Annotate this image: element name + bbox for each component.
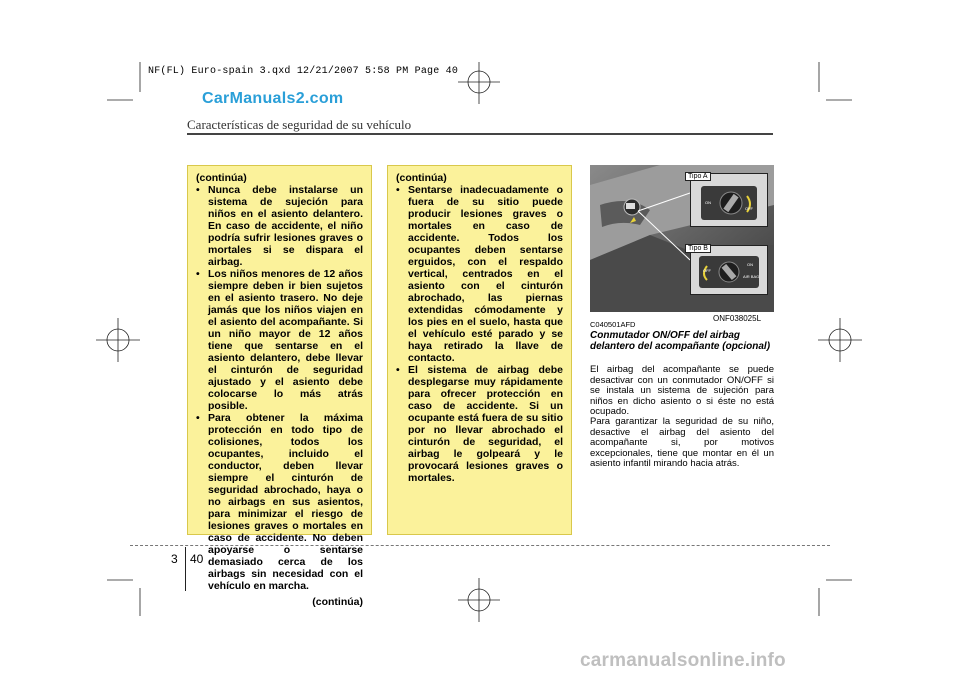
switch-a-on-label: ON — [705, 200, 711, 205]
type-a-inset — [690, 173, 768, 227]
registration-mark-right — [818, 318, 862, 362]
photo-code: ONF038025L — [713, 314, 762, 323]
watermark-logo[interactable]: CarManuals2.com — [202, 90, 344, 107]
registration-mark-left — [96, 318, 140, 362]
continued-heading: (continúa) — [396, 172, 447, 184]
switch-b-on-label: ON — [747, 262, 753, 267]
paragraph-2: Para garantizar la seguridad de su niño, desactive el airbag del asiento del acompañante si, por motivos excepcionales, tiene que montar en él un asiento infantil mirando hacia atrás. — [590, 416, 774, 469]
chapter-number: 3 — [171, 552, 178, 566]
registration-mark-top — [458, 62, 500, 104]
section-code: C040501AFD — [590, 320, 636, 329]
airbag-label: AIR BAG — [743, 274, 760, 279]
warning-list — [196, 184, 363, 592]
page-header-title: Características de seguridad de su vehículo — [187, 117, 412, 132]
warning-item: • Para obtener la máxima protección en todo tipo de colisiones, todos los ocupantes, incluido el conductor, deben llevar siempre el cinturón de seguridad abrochado, haya o no airbags en sus asientos, para minimizar el riesgo de lesiones graves o mortales en caso de accidente. No deben apoyarse o sentarse demasiado cerca de los airbags sin necesidad con el vehículo en marcha. — [196, 412, 363, 592]
continued-heading: (continúa) — [196, 172, 247, 184]
airbag-switch-photo — [590, 165, 774, 312]
print-slug: NF(FL) Euro-spain 3.qxd 12/21/2007 5:58 PM Page 40 — [148, 66, 459, 77]
type-b-label: Tipo B — [685, 244, 711, 253]
footer-dashed-line — [130, 545, 830, 546]
type-a-label: Tipo A — [685, 172, 711, 181]
warning-item: • El sistema de airbag debe desplegarse muy rápidamente para ofrecer protección en caso de accidente. Si un ocupante está fuera de su sitio por no llevar abrochado el cinturón de seguridad, el airbag le golpeará y le provocará lesiones graves o mortales. — [396, 364, 563, 484]
paragraph-1: El airbag del acompañante se puede desactivar con un conmutador ON/OFF si se instala un sistema de sujeción para niños en dicho asiento o si éste no está ocupado. — [590, 364, 774, 417]
warning-item: • Nunca debe instalarse un sistema de sujeción para niños en el asiento delantero. En caso de accidente, el niño podría sufrir lesiones graves o mortales si se dispara el airbag. — [196, 184, 363, 268]
switch-a-off-label: OFF — [745, 206, 753, 211]
warning-item: • Los niños menores de 12 años siempre deben ir bien sujetos en el asiento trasero. No deje jamás que los niños viajen en el asiento del acompañante. Si un niño mayor de 12 años tiene que sentarse en el asiento delantero, debe llevar el cinturón de seguridad ajustado y el asiento debe colocarse lo más atrás posible. — [196, 268, 363, 412]
warning-list — [396, 184, 563, 484]
switch-b-off-label: OFF — [703, 268, 711, 273]
section-title: Conmutador ON/OFF del airbag delantero del acompañante (opcional) — [590, 330, 771, 352]
continued-footer: (continúa) — [312, 596, 363, 608]
header-rule — [187, 133, 773, 135]
warning-box-2 — [387, 165, 572, 535]
footer-separator — [185, 547, 186, 591]
page-number: 40 — [190, 552, 204, 566]
type-b-inset — [690, 245, 768, 295]
warning-item: • Sentarse inadecuadamente o fuera de su sitio puede producir lesiones graves o mortales en caso de accidente. Todos los ocupantes deben sentarse erguidos, con el respaldo vertical, centrados en el asiento con el cinturón abrochado, las piernas extendidas cómodamente y los pies en el suelo, hasta que el vehículo esté parado y se haya retirado la llave de contacto. — [396, 184, 563, 364]
site-footer-watermark[interactable]: carmanualsonline.info — [580, 650, 786, 671]
registration-mark-bottom — [458, 578, 500, 622]
